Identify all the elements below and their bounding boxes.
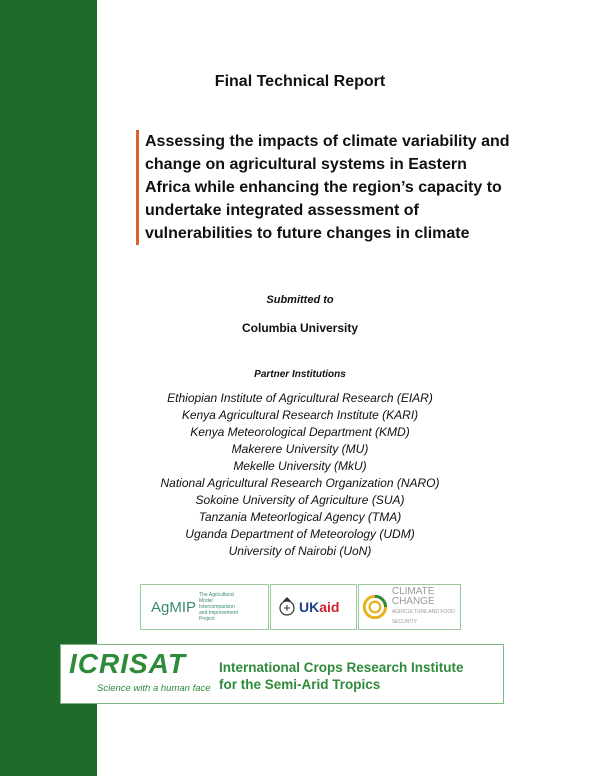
ukaid-aid: aid (319, 599, 340, 615)
title-line: change on agricultural systems in Eastern (145, 156, 467, 173)
ccafs-subtitle: AGRICULTURE AND FOOD SECURITY (391, 609, 455, 625)
icrisat-name-line2: for the Semi-Arid Tropics (219, 677, 381, 692)
report-type-heading: Final Technical Report (214, 73, 386, 90)
title-line: Assessing the impacts of climate variability and (145, 133, 510, 150)
report-title (136, 130, 545, 245)
icrisat-tagline: Science with a human face (97, 683, 211, 694)
ccafs-logo (358, 584, 461, 630)
partner-item: National Agricultural Research Organization (NARO) (160, 476, 440, 490)
partner-item: Uganda Department of Meteorology (UDM) (185, 527, 415, 541)
ccafs-line1: CLIMATE (391, 586, 435, 597)
title-line: Africa while enhancing the region’s capacity to (145, 179, 502, 196)
partner-item: Kenya Meteorological Department (KMD) (190, 425, 410, 439)
icrisat-full-name (219, 659, 464, 693)
partner-item: Mekelle University (MkU) (233, 459, 367, 473)
crest-icon (277, 596, 297, 618)
partner-item: Ethiopian Institute of Agricultural Research (EIAR) (167, 391, 433, 405)
agmip-logo (140, 584, 269, 630)
partner-item: University of Nairobi (UoN) (228, 544, 372, 558)
agmip-logo-subtitle: The Agricultural Model Intercomparison and Improvement Project (199, 592, 238, 622)
title-line: undertake integrated assessment of (145, 202, 419, 219)
icrisat-name-line1: International Crops Research Institute (219, 660, 464, 675)
ccafs-line2: CHANGE (391, 596, 435, 607)
partner-list (97, 390, 503, 560)
recipient-name: Columbia University (241, 321, 359, 335)
title-line: vulnerabilities to future changes in climate (145, 225, 470, 242)
ccafs-swirl-icon (362, 590, 388, 624)
partner-institutions-heading: Partner Institutions (254, 369, 346, 380)
partner-item: Tanzania Meteorlogical Agency (TMA) (198, 510, 402, 524)
ukaid-uk: UK (299, 599, 320, 615)
ccafs-logo-text (392, 587, 460, 627)
ukaid-logo (270, 584, 357, 630)
partner-item: Kenya Agricultural Research Institute (KARI) (181, 408, 419, 422)
agmip-logo-text: AgMIP (151, 598, 197, 616)
partner-item: Makerere University (MU) (231, 442, 369, 456)
partner-item: Sokoine University of Agriculture (SUA) (195, 493, 405, 507)
icrisat-banner (60, 644, 504, 704)
icrisat-logo: ICRISAT (69, 648, 186, 679)
ukaid-logo-text (299, 599, 339, 615)
submitted-to-label: Submitted to (266, 294, 334, 306)
